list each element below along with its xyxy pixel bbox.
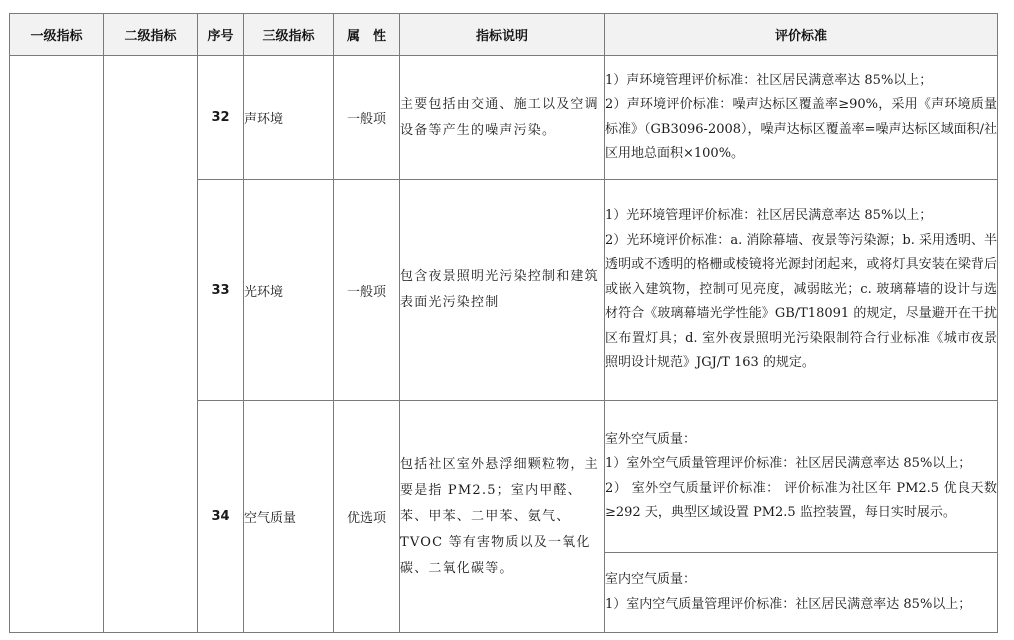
table-row [10, 56, 998, 180]
standard-cell [605, 180, 998, 401]
attr-cell: 优选项 [334, 401, 400, 633]
standard-line: 2） 室外空气质量评价标准： 评价标准为社区年 PM2.5 优良天数≥292 天，典型区域设置 PM2.5 监控装置，每日实时展示。 [605, 480, 997, 520]
header-standard: 评价标准 [605, 14, 998, 56]
evaluation-table [9, 13, 998, 633]
desc-cell: 包括社区室外悬浮细颗粒物，主要是指 PM2.5；室内甲醛、苯、甲苯、二甲苯、氨气、TVOC 等有害物质以及一氧化碳、二氧化碳等。 [400, 401, 605, 633]
standard-line: 2）光环境评价标准：a. 消除幕墙、夜景等污染源；b. 采用透明、半透明或不透明的格栅或棱镜将光源封闭起来，或将灯具安装在梁背后或嵌入建筑物，控制可见亮度，减弱眩光；c. 玻璃幕墙的设计与选材符合《玻璃幕墙光学性能》GB/T18091 的规定，尽量避开在干扰区布置灯具；d. 室外夜景照明光污染限制符合行业标准《城市夜景照明设计规范》JGJ/T 163 的规定。 [605, 232, 997, 371]
header-row [10, 14, 998, 56]
header-attr: 属 性 [334, 14, 400, 56]
seq-cell: 32 [198, 56, 244, 180]
header-desc: 指标说明 [400, 14, 605, 56]
seq-cell: 33 [198, 180, 244, 401]
attr-cell: 一般项 [334, 56, 400, 180]
standard-line: 2）声环境评价标准：噪声达标区覆盖率≥90%，采用《声环境质量标准》（GB3096-2008），噪声达标区覆盖率=噪声达标区域面积/社区用地总面积×100%。 [605, 97, 997, 161]
standard-line: 1）声环境管理评价标准：社区居民满意率达 85%以上； [605, 72, 933, 88]
standard-line: 1）室外空气质量管理评价标准：社区居民满意率达 85%以上； [605, 456, 972, 471]
seq-cell: 34 [198, 401, 244, 633]
outdoor-standard-cell [605, 401, 998, 553]
level3-cell: 光环境 [244, 180, 334, 401]
header-level3: 三级指标 [244, 14, 334, 56]
standard-line: 1）室内空气质量管理评价标准：社区居民满意率达 85%以上； [605, 596, 972, 612]
attr-cell: 一般项 [334, 180, 400, 401]
header-seq: 序号 [198, 14, 244, 56]
indoor-standard-cell [605, 553, 998, 633]
desc-cell: 主要包括由交通、施工以及空调设备等产生的噪声污染。 [400, 56, 605, 180]
standard-line: 室内空气质量： [605, 572, 697, 587]
header-level1: 一级指标 [10, 14, 104, 56]
level3-cell: 声环境 [244, 56, 334, 180]
standard-line: 1）光环境管理评价标准：社区居民满意率达 85%以上； [605, 208, 933, 224]
header-level2: 二级指标 [104, 14, 198, 56]
level3-cell: 空气质量 [244, 401, 334, 633]
desc-cell: 包含夜景照明光污染控制和建筑表面光污染控制 [400, 180, 605, 401]
standard-cell [605, 56, 998, 180]
level2-cell [104, 56, 198, 633]
level1-cell [10, 56, 104, 633]
standard-line: 室外空气质量： [605, 431, 697, 447]
